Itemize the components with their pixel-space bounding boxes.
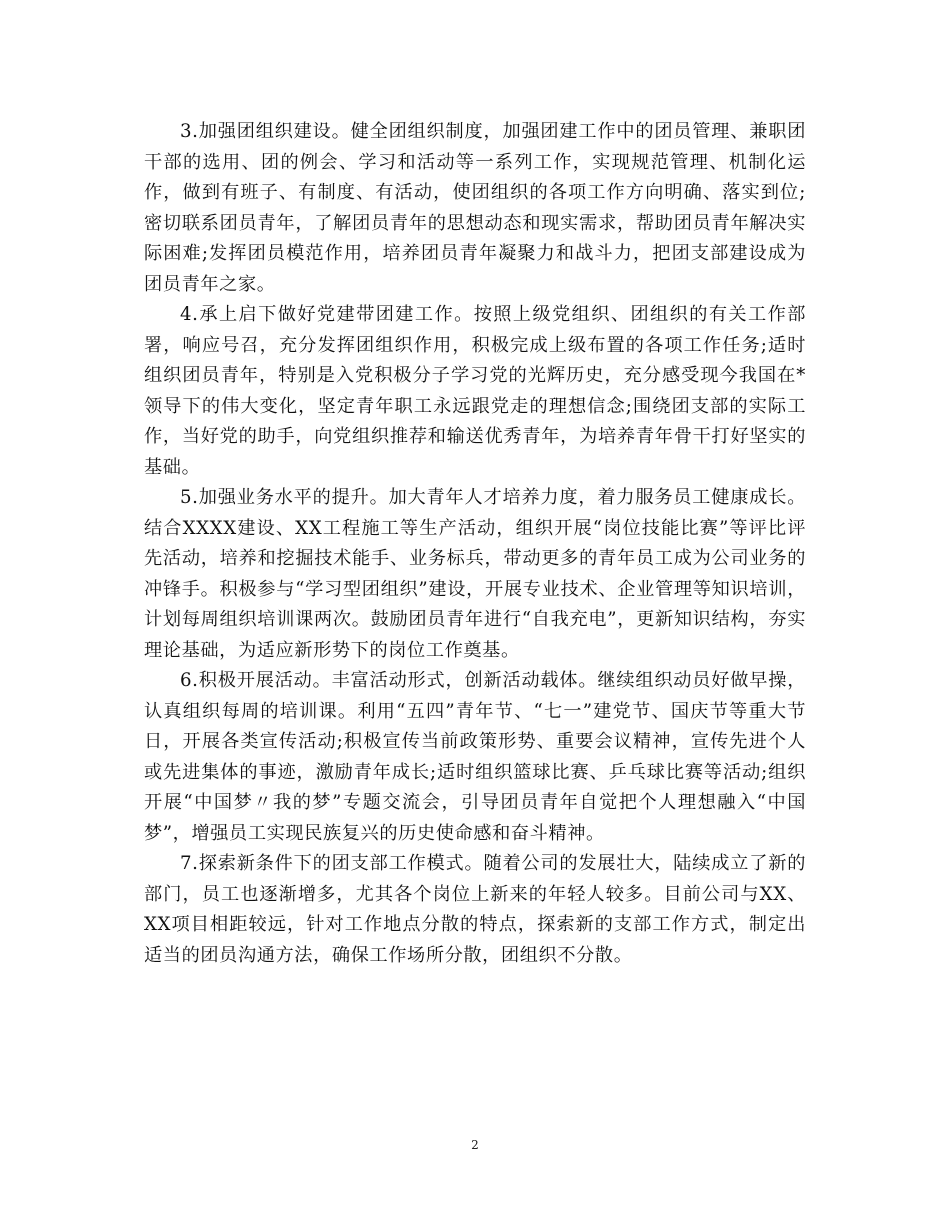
document-body	[144, 117, 806, 971]
paragraph-5-business-skills: 5.加强业务水平的提升。加大青年人才培养力度，着力服务员工健康成长。结合XXXX建设、XX工程施工等生产活动，组织开展“岗位技能比赛”等评比评先活动，培养和挖掘技术能手、业务标兵，带动更多的青年员工成为公司业务的冲锋手。积极参与“学习型团组织”建设，开展专业技术、企业管理等知识培训，计划每周组织培训课两次。鼓励团员青年进行“自我充电”，更新知识结构，夯实理论基础，为适应新形势下的岗位工作奠基。	[144, 487, 806, 661]
paragraph-7-work-model: 7.探索新条件下的团支部工作模式。随着公司的发展壮大，陆续成立了新的部门，员工也逐渐增多，尤其各个岗位上新来的年轻人较多。目前公司与XX、XX项目相距较远，针对工作地点分散的特点，探索新的支部工作方式，制定出适当的团员沟通方法，确保工作场所分散，团组织不分散。	[144, 853, 806, 966]
paragraph-6-activities: 6.积极开展活动。丰富活动形式，创新活动载体。继续组织动员好做早操，认真组织每周的培训课。利用“五四”青年节、“七一”建党节、国庆节等重大节日，开展各类宣传活动;积极宣传当前政策形势、重要会议精神，宣传先进个人或先进集体的事迹，激励青年成长;适时组织篮球比赛、乒乓球比赛等活动;组织开展“中国梦〃我的梦”专题交流会，引导团员青年自觉把个人理想融入“中国梦”，增强员工实现民族复兴的历史使命感和奋斗精神。	[144, 670, 806, 844]
paragraph-4-party-building: 4.承上启下做好党建带团建工作。按照上级党组织、团组织的有关工作部署，响应号召，充分发挥团组织作用，积极完成上级布置的各项工作任务;适时组织团员青年，特别是入党积极分子学习党的光辉历史，充分感受现今我国在*领导下的伟大变化，坚定青年职工永远跟党走的理想信念;围绕团支部的实际工作，当好党的助手，向党组织推荐和输送优秀青年，为培养青年骨干打好坚实的基础。	[144, 304, 806, 478]
paragraph-3-team-building: 3.加强团组织建设。健全团组织制度，加强团建工作中的团员管理、兼职团干部的选用、团的例会、学习和活动等一系列工作，实现规范管理、机制化运作，做到有班子、有制度、有活动，使团组织的各项工作方向明确、落实到位;密切联系团员青年，了解团员青年的思想动态和现实需求，帮助团员青年解决实际困难;发挥团员模范作用，培养团员青年凝聚力和战斗力，把团支部建设成为团员青年之家。	[144, 121, 806, 295]
page-number: 2	[471, 1138, 479, 1152]
